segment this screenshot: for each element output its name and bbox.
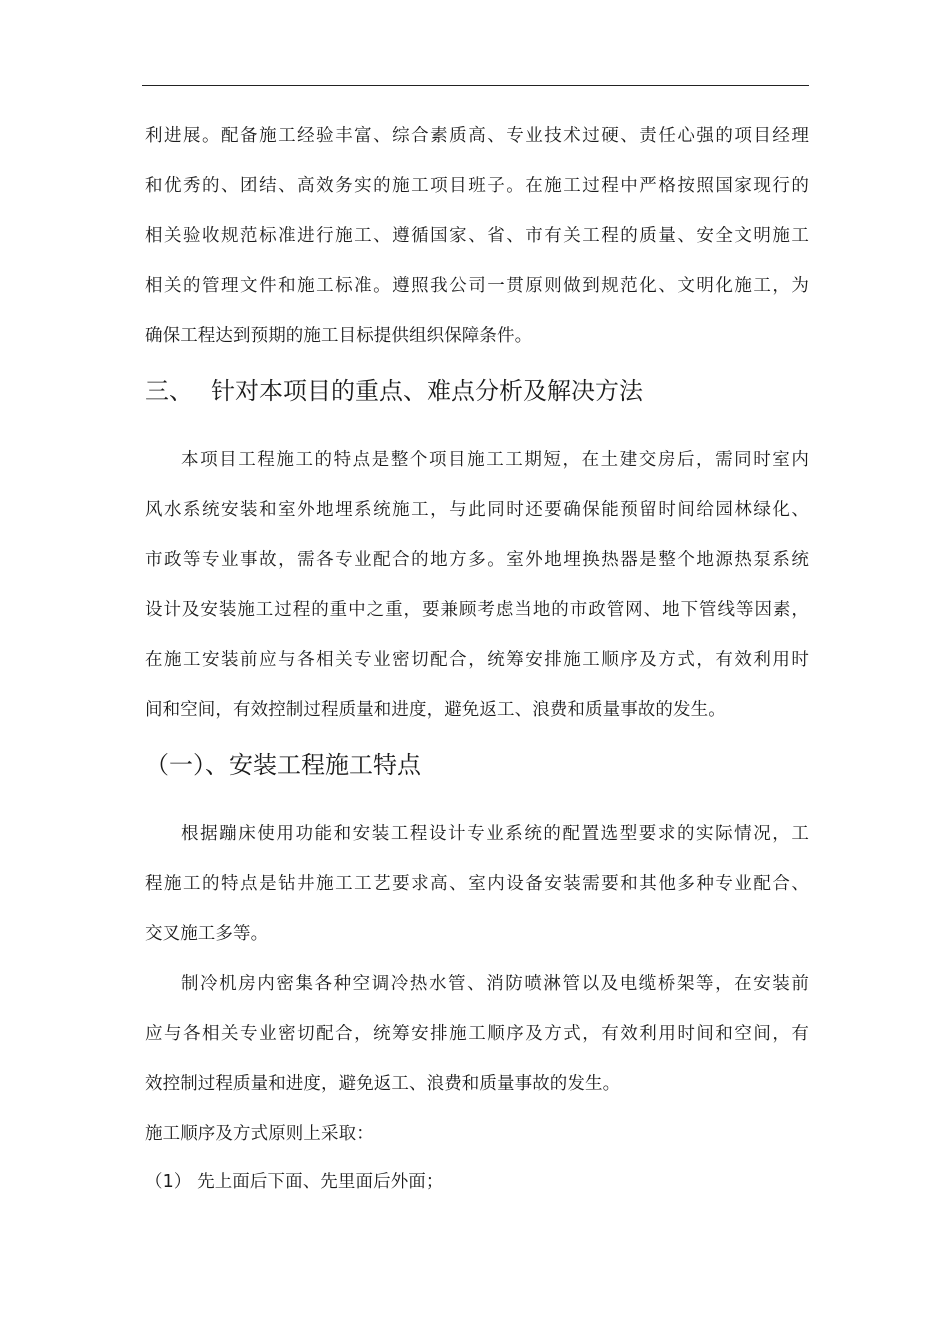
body-line: 利进展。配备施工经验丰富、综合素质高、专业技术过硬、责任心强的项目经理 bbox=[145, 126, 809, 146]
body-line: 相关的管理文件和施工标准。遵照我公司一贯原则做到规范化、文明化施工，为 bbox=[145, 276, 809, 296]
principle-intro: 施工顺序及方式原则上采取： bbox=[145, 1124, 374, 1144]
body-line: 设计及安装施工过程的重中之重，要兼顾考虑当地的市政管网、地下管线等因素， bbox=[145, 600, 809, 620]
body-line: 应与各相关专业密切配合，统筹安排施工顺序及方式，有效利用时间和空间，有 bbox=[145, 1024, 809, 1044]
body-line: 根据蹦床使用功能和安装工程设计专业系统的配置选型要求的实际情况，工 bbox=[181, 824, 809, 844]
body-line: 交叉施工多等。 bbox=[145, 924, 269, 944]
body-line: 效控制过程质量和进度，避免返工、浪费和质量事故的发生。 bbox=[145, 1074, 621, 1094]
subsection-heading: （一）、安装工程施工特点 bbox=[145, 751, 421, 779]
body-line: 确保工程达到预期的施工目标提供组织保障条件。 bbox=[145, 326, 533, 346]
body-line: 制冷机房内密集各种空调冷热水管、消防喷淋管以及电缆桥架等，在安装前 bbox=[181, 974, 809, 994]
principle-item-1: （1） 先上面后下面、先里面后外面； bbox=[145, 1172, 444, 1192]
body-line: 程施工的特点是钻井施工工艺要求高、室内设备安装需要和其他多种专业配合、 bbox=[145, 874, 809, 894]
body-line: 间和空间，有效控制过程质量和进度，避免返工、浪费和质量事故的发生。 bbox=[145, 700, 726, 720]
body-line: 本项目工程施工的特点是整个项目施工工期短，在土建交房后，需同时室内 bbox=[181, 450, 809, 470]
body-line: 在施工安装前应与各相关专业密切配合，统筹安排施工顺序及方式，有效利用时 bbox=[145, 650, 809, 670]
body-line: 和优秀的、团结、高效务实的施工项目班子。在施工过程中严格按照国家现行的 bbox=[145, 176, 809, 196]
section-number: 三、 bbox=[145, 377, 193, 405]
body-line: 相关验收规范标准进行施工、遵循国家、省、市有关工程的质量、安全文明施工 bbox=[145, 226, 809, 246]
body-line: 市政等专业事故，需各专业配合的地方多。室外地埋换热器是整个地源热泵系统 bbox=[145, 550, 809, 570]
body-line: 风水系统安装和室外地埋系统施工，与此同时还要确保能预留时间给园林绿化、 bbox=[145, 500, 809, 520]
section-heading bbox=[145, 376, 643, 406]
section-title: 针对本项目的重点、难点分析及解决方法 bbox=[211, 377, 643, 405]
header-rule bbox=[142, 85, 809, 86]
